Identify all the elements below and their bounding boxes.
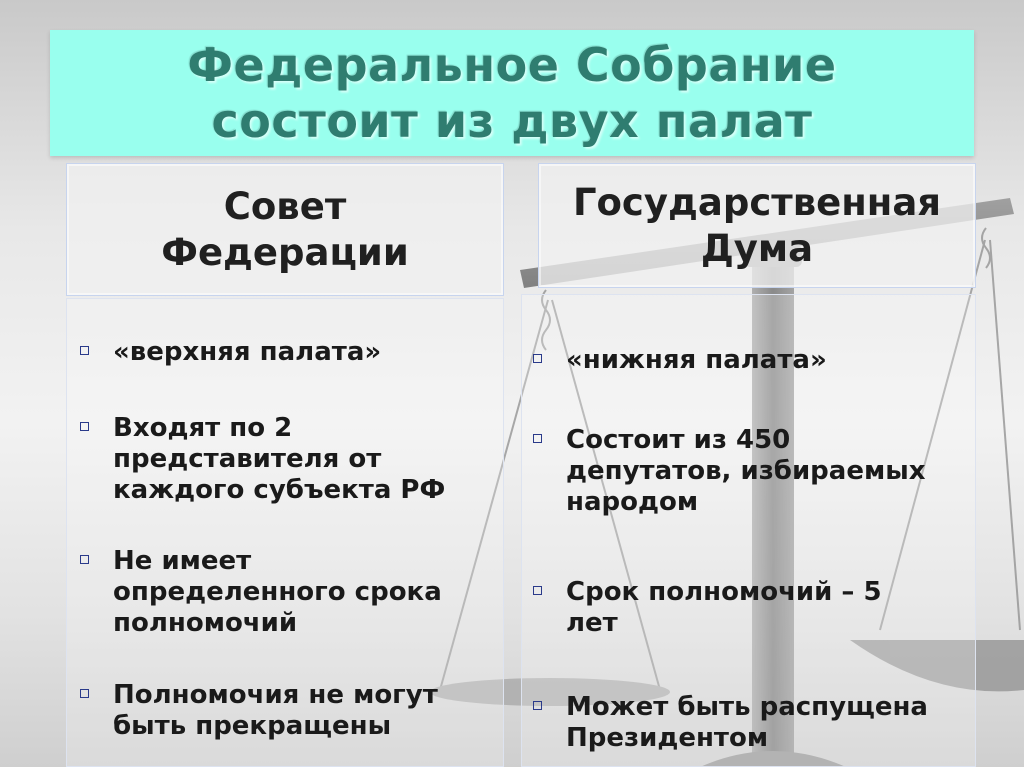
heading-line-1: Государственная	[572, 180, 942, 224]
hollow-square-bullet-icon	[533, 434, 542, 443]
list-item	[533, 692, 928, 754]
list-item-line: определенного срока	[113, 577, 442, 607]
title-line-2: состоит из двух палат	[211, 94, 813, 148]
heading-line-1: Совет	[223, 184, 347, 228]
list-item-line: «нижняя палата»	[566, 345, 827, 375]
hollow-square-bullet-icon	[533, 586, 542, 595]
list-item-line: каждого субъекта РФ	[113, 475, 446, 505]
list-item-line: Президентом	[566, 723, 769, 753]
list-item-line: полномочий	[113, 608, 298, 638]
hollow-square-bullet-icon	[80, 555, 89, 564]
list-item-line: лет	[566, 608, 618, 638]
list-item-line: Входят по 2	[113, 413, 293, 443]
list-item-line: Может быть распущена	[566, 692, 928, 722]
title-banner	[50, 30, 974, 156]
list-item-line: «верхняя палата»	[113, 337, 382, 367]
list-item-line: Срок полномочий – 5	[566, 577, 882, 607]
list-item-line: Состоит из 450	[566, 425, 791, 455]
hollow-square-bullet-icon	[80, 346, 89, 355]
heading-line-2: Федерации	[161, 230, 409, 274]
hollow-square-bullet-icon	[533, 354, 542, 363]
heading-line-2: Дума	[700, 226, 814, 270]
list-item	[80, 680, 438, 742]
column-heading-federation-council	[66, 163, 504, 296]
list-item	[80, 413, 445, 506]
hollow-square-bullet-icon	[80, 422, 89, 431]
list-item	[80, 337, 381, 368]
list-item	[80, 546, 442, 639]
list-item-line: народом	[566, 487, 699, 517]
list-item-line: Не имеет	[113, 546, 252, 576]
list-item-line: депутатов, избираемых	[566, 456, 926, 486]
list-item-line: быть прекращены	[113, 711, 392, 741]
list-item	[533, 345, 827, 376]
list-item-line: Полномочия не могут	[113, 680, 438, 710]
list-item	[533, 425, 926, 518]
column-heading-state-duma	[538, 163, 976, 288]
list-item	[533, 577, 882, 639]
list-item-line: представителя от	[113, 444, 382, 474]
hollow-square-bullet-icon	[80, 689, 89, 698]
title-line-1: Федеральное Собрание	[187, 38, 837, 92]
hollow-square-bullet-icon	[533, 701, 542, 710]
